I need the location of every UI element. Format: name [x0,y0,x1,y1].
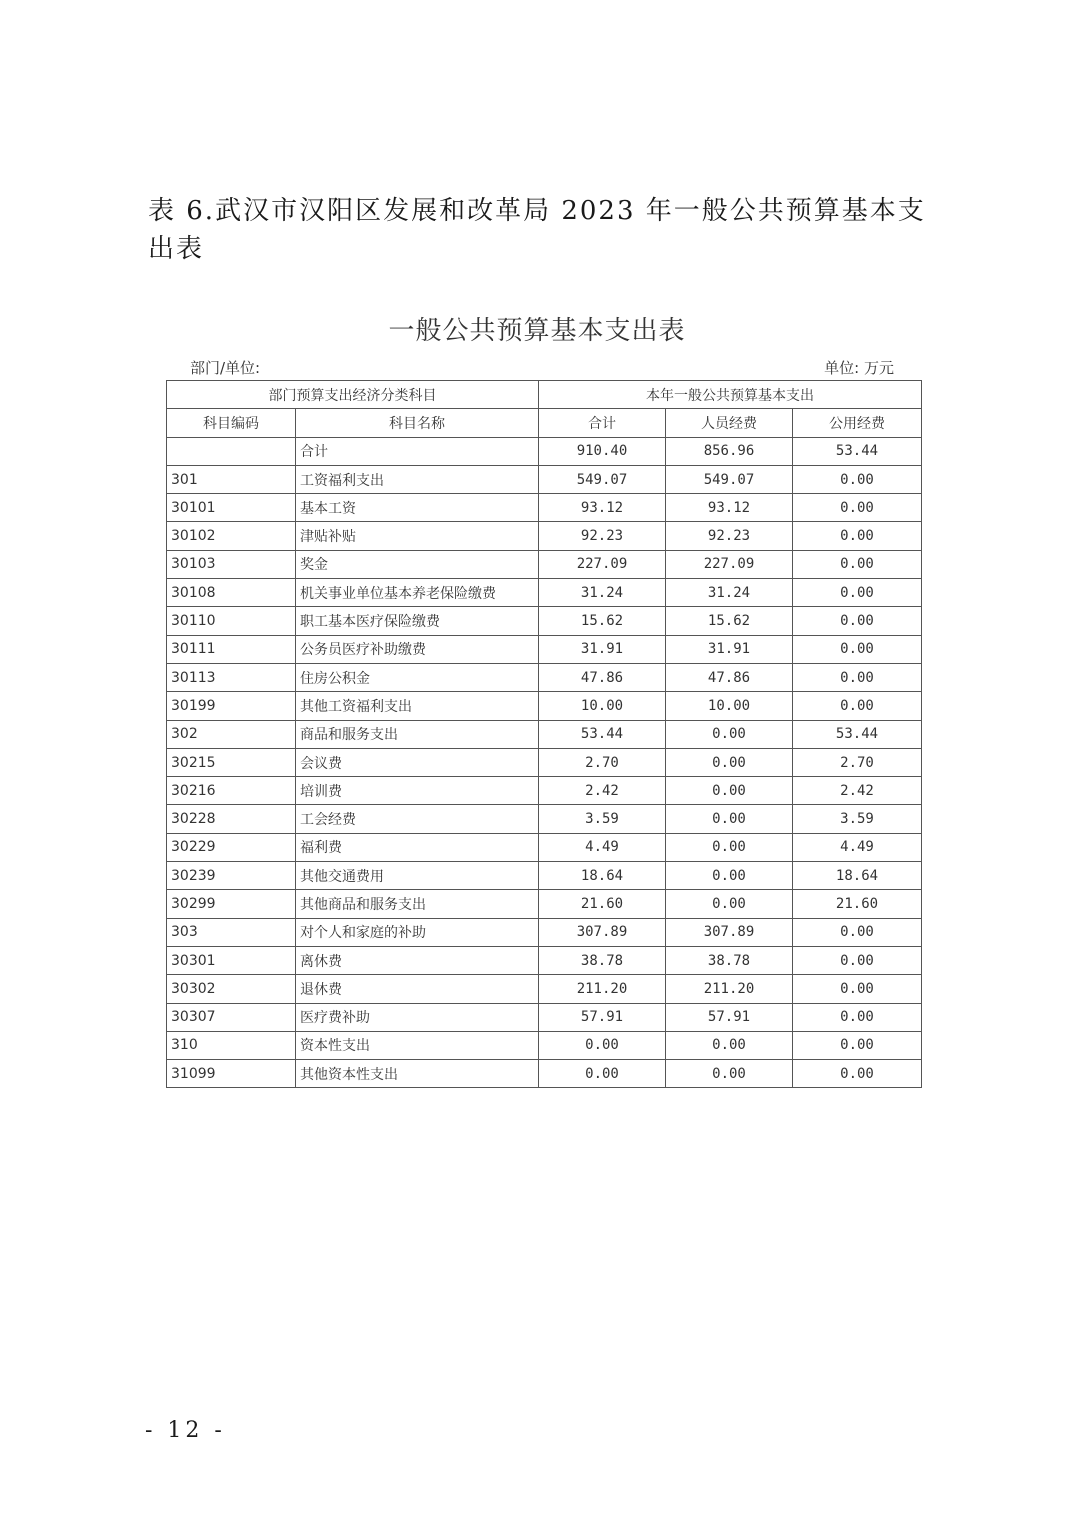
row-personnel-cell: 38.78 [666,946,793,974]
row-public-cell: 2.70 [793,748,922,776]
table-row [167,975,922,1003]
row-total-cell: 549.07 [539,465,666,493]
row-personnel-cell: 0.00 [666,862,793,890]
row-code-cell [167,437,296,465]
table-row [167,494,922,522]
row-total-cell: 211.20 [539,975,666,1003]
row-total-cell: 3.59 [539,805,666,833]
row-personnel-cell: 0.00 [666,1060,793,1088]
table-row [167,635,922,663]
row-public-cell: 0.00 [793,692,922,720]
row-total-cell: 15.62 [539,607,666,635]
row-code-cell: 30199 [167,692,296,720]
row-total-cell: 307.89 [539,918,666,946]
row-name-cell: 其他资本性支出 [296,1060,539,1088]
row-total-cell: 10.00 [539,692,666,720]
table-title: 一般公共预算基本支出表 [388,316,686,346]
row-code-cell: 30302 [167,975,296,1003]
row-personnel-cell: 0.00 [666,748,793,776]
row-total-cell: 93.12 [539,494,666,522]
table-row [167,946,922,974]
row-public-cell: 0.00 [793,465,922,493]
row-name-cell: 退休费 [296,975,539,1003]
row-total-cell: 4.49 [539,833,666,861]
row-public-cell: 4.49 [793,833,922,861]
row-name-cell: 其他工资福利支出 [296,692,539,720]
row-public-cell: 0.00 [793,635,922,663]
row-personnel-cell: 0.00 [666,777,793,805]
row-public-cell: 0.00 [793,494,922,522]
row-code-cell: 31099 [167,1060,296,1088]
row-personnel-cell: 0.00 [666,805,793,833]
row-personnel-cell: 57.91 [666,1003,793,1031]
row-name-cell: 合计 [296,437,539,465]
table-row [167,579,922,607]
table-row [167,748,922,776]
row-total-cell: 57.91 [539,1003,666,1031]
row-public-cell: 0.00 [793,1031,922,1059]
row-total-cell: 2.70 [539,748,666,776]
table-row [167,918,922,946]
row-personnel-cell: 31.24 [666,579,793,607]
row-code-cell: 30215 [167,748,296,776]
row-personnel-cell: 227.09 [666,550,793,578]
row-personnel-cell: 0.00 [666,890,793,918]
row-public-cell: 18.64 [793,862,922,890]
table-row [167,465,922,493]
column-header-code: 科目编码 [167,409,296,437]
row-code-cell: 30111 [167,635,296,663]
table-row [167,663,922,691]
row-public-cell: 0.00 [793,1003,922,1031]
row-name-cell: 基本工资 [296,494,539,522]
row-personnel-cell: 92.23 [666,522,793,550]
row-name-cell: 离休费 [296,946,539,974]
row-personnel-cell: 211.20 [666,975,793,1003]
row-name-cell: 职工基本医疗保险缴费 [296,607,539,635]
table-row [167,862,922,890]
row-personnel-cell: 15.62 [666,607,793,635]
row-public-cell: 21.60 [793,890,922,918]
row-total-cell: 92.23 [539,522,666,550]
row-code-cell: 30229 [167,833,296,861]
row-personnel-cell: 0.00 [666,1031,793,1059]
table-row [167,1031,922,1059]
document-caption: 表 6.武汉市汉阳区发展和改革局 2023 年一般公共预算基本支出表 [148,196,926,264]
row-public-cell: 0.00 [793,975,922,1003]
row-public-cell: 0.00 [793,663,922,691]
row-name-cell: 机关事业单位基本养老保险缴费 [296,579,539,607]
row-code-cell: 30307 [167,1003,296,1031]
unit-label: 单位: 万元 [824,359,894,377]
row-name-cell: 商品和服务支出 [296,720,539,748]
column-header-personnel: 人员经费 [666,409,793,437]
row-code-cell: 30108 [167,579,296,607]
row-name-cell: 福利费 [296,833,539,861]
row-personnel-cell: 0.00 [666,833,793,861]
row-public-cell: 0.00 [793,550,922,578]
row-code-cell: 302 [167,720,296,748]
row-personnel-cell: 93.12 [666,494,793,522]
table-row [167,1060,922,1088]
column-header-name: 科目名称 [296,409,539,437]
row-personnel-cell: 856.96 [666,437,793,465]
group-header-classification: 部门预算支出经济分类科目 [167,381,539,409]
table-row [167,607,922,635]
row-personnel-cell: 307.89 [666,918,793,946]
row-code-cell: 30299 [167,890,296,918]
row-code-cell: 30216 [167,777,296,805]
department-label: 部门/单位: [190,359,261,377]
row-name-cell: 对个人和家庭的补助 [296,918,539,946]
row-name-cell: 医疗费补助 [296,1003,539,1031]
row-name-cell: 公务员医疗补助缴费 [296,635,539,663]
table-row [167,1003,922,1031]
page-number: - 12 - [145,1418,226,1443]
row-public-cell: 0.00 [793,579,922,607]
table-row [167,437,922,465]
row-personnel-cell: 47.86 [666,663,793,691]
row-total-cell: 227.09 [539,550,666,578]
column-header-row [167,409,922,437]
table-row [167,833,922,861]
row-total-cell: 0.00 [539,1031,666,1059]
row-total-cell: 2.42 [539,777,666,805]
row-name-cell: 其他交通费用 [296,862,539,890]
row-public-cell: 2.42 [793,777,922,805]
row-name-cell: 奖金 [296,550,539,578]
row-code-cell: 303 [167,918,296,946]
row-total-cell: 18.64 [539,862,666,890]
table-row [167,777,922,805]
row-code-cell: 30239 [167,862,296,890]
table-row [167,720,922,748]
row-code-cell: 30228 [167,805,296,833]
row-total-cell: 31.24 [539,579,666,607]
table-row [167,550,922,578]
row-code-cell: 30110 [167,607,296,635]
column-header-public: 公用经费 [793,409,922,437]
row-personnel-cell: 10.00 [666,692,793,720]
row-public-cell: 53.44 [793,720,922,748]
table-row [167,522,922,550]
row-total-cell: 47.86 [539,663,666,691]
row-public-cell: 53.44 [793,437,922,465]
row-code-cell: 30101 [167,494,296,522]
row-name-cell: 工会经费 [296,805,539,833]
row-name-cell: 其他商品和服务支出 [296,890,539,918]
row-total-cell: 38.78 [539,946,666,974]
row-public-cell: 3.59 [793,805,922,833]
table-row [167,692,922,720]
row-code-cell: 310 [167,1031,296,1059]
row-public-cell: 0.00 [793,918,922,946]
row-name-cell: 会议费 [296,748,539,776]
row-name-cell: 津贴补贴 [296,522,539,550]
row-total-cell: 53.44 [539,720,666,748]
row-name-cell: 住房公积金 [296,663,539,691]
budget-table [166,380,922,1088]
row-name-cell: 资本性支出 [296,1031,539,1059]
row-personnel-cell: 0.00 [666,720,793,748]
row-code-cell: 30103 [167,550,296,578]
row-code-cell: 301 [167,465,296,493]
table-body [167,437,922,1088]
row-name-cell: 工资福利支出 [296,465,539,493]
row-public-cell: 0.00 [793,522,922,550]
table-row [167,805,922,833]
row-personnel-cell: 549.07 [666,465,793,493]
row-total-cell: 910.40 [539,437,666,465]
row-public-cell: 0.00 [793,1060,922,1088]
row-total-cell: 31.91 [539,635,666,663]
row-name-cell: 培训费 [296,777,539,805]
row-total-cell: 0.00 [539,1060,666,1088]
row-total-cell: 21.60 [539,890,666,918]
row-code-cell: 30113 [167,663,296,691]
column-header-total: 合计 [539,409,666,437]
row-code-cell: 30301 [167,946,296,974]
row-public-cell: 0.00 [793,607,922,635]
row-public-cell: 0.00 [793,946,922,974]
row-code-cell: 30102 [167,522,296,550]
group-header-expenditure: 本年一般公共预算基本支出 [539,381,922,409]
group-header-row [167,381,922,409]
row-personnel-cell: 31.91 [666,635,793,663]
table-row [167,890,922,918]
